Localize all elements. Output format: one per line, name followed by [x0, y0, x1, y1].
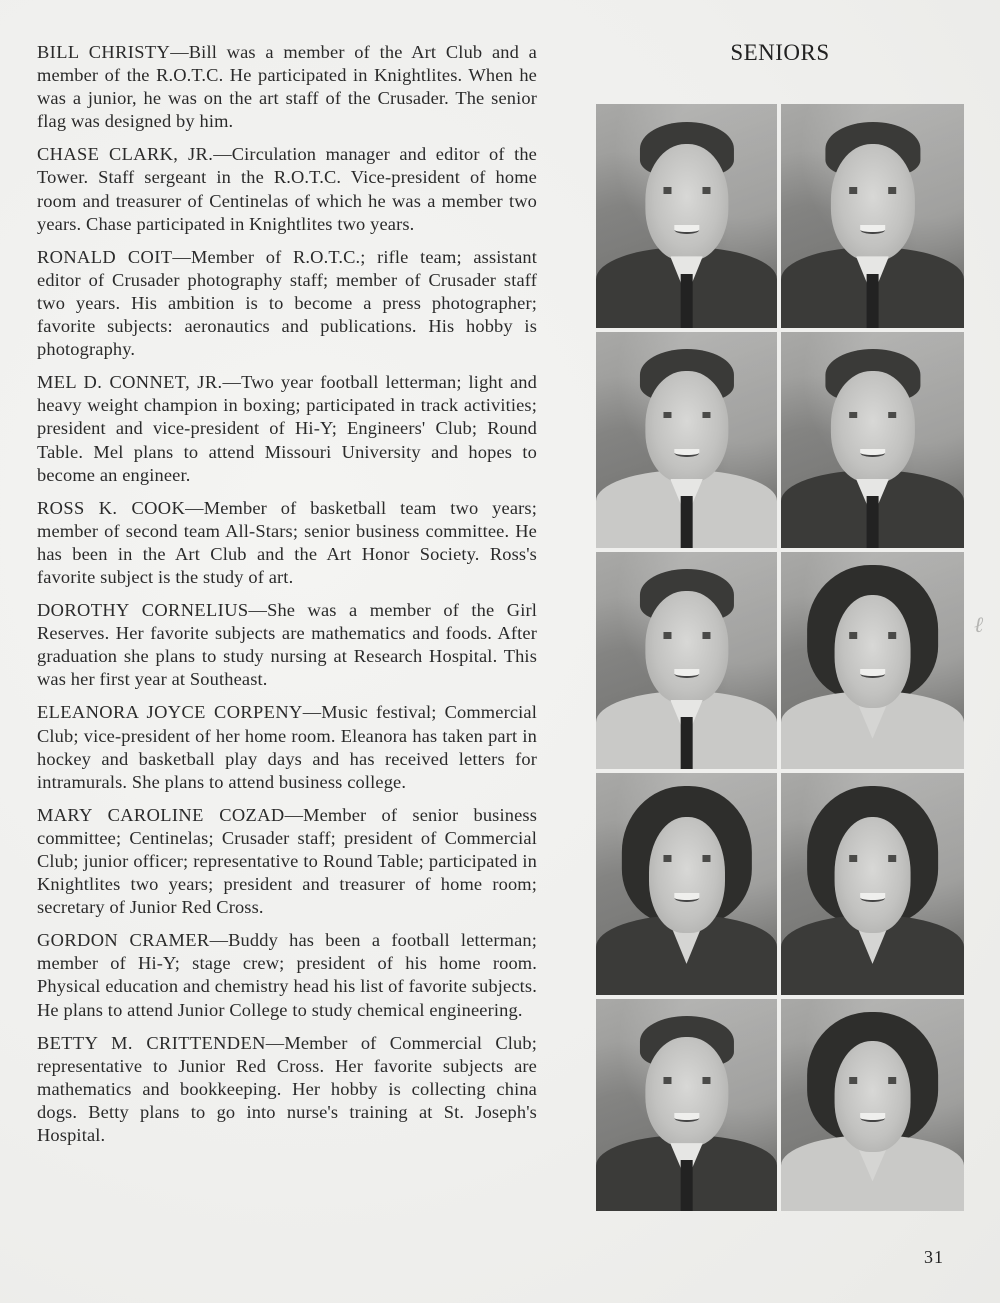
bio-entry: MARY CAROLINE COZAD—Member of senior business committee; Centinelas; Crusader staff; president of Commercial Club; junior officer; representative to Round Table; participated in Knightlites two years; president and treasurer of home room; secretary of Junior Red Cross.: [37, 804, 537, 918]
portrait-photo: [781, 999, 964, 1211]
portrait-head: [830, 371, 914, 483]
portrait-photo: [596, 104, 777, 328]
bio-entry: GORDON CRAMER—Buddy has been a football letterman; member of Hi-Y; stage crew; president of his home room. Physical education and chemistry head his list of favorite subjects. He plans to attend Junior College to study chemical engineering.: [37, 930, 537, 1020]
bio-name: BETTY M. CRITTENDEN: [37, 1032, 266, 1053]
bio-name: DOROTHY CORNELIUS: [37, 600, 249, 621]
portrait-tie: [680, 717, 693, 769]
bio-name: BILL CHRISTY: [37, 42, 171, 62]
bio-name: CHASE CLARK, JR.: [37, 144, 214, 165]
portrait-smile: [674, 893, 699, 902]
bio-text: She was a member of the Girl Reserves. Her favorite subjects are mathematics and foods. After graduation she plans to study nursing at Research Hospital. This was her first year at Southeast.: [37, 600, 537, 690]
portrait-photo: [596, 332, 777, 548]
portrait-tie: [680, 274, 693, 328]
bio-entry: ROSS K. COOK—Member of basketball team two years; member of second team All-Stars; senior business committee. He has been in the Art Club and the Art Honor Society. Ross's favorite subject is the study of art.: [37, 497, 537, 587]
portrait-eyes: [663, 855, 710, 862]
portrait-smile: [860, 893, 886, 902]
bio-entry: MEL D. CONNET, JR.—Two year football letterman; light and heavy weight champion in boxing; participated in track activities; president and vice-president of Hi-Y; Engineers' Club; Round Table. Mel plans to attend Missouri University and hopes to become an engineer.: [37, 372, 537, 485]
portrait-tie: [866, 274, 879, 328]
bio-entry: BILL CHRISTY—Bill was a member of the Art Club and a member of the R.O.T.C. He participated in Knightlites. When he was a junior, he was on the art staff of the Crusader. The senior flag was designed by him.: [37, 42, 537, 132]
portrait-head: [648, 817, 724, 932]
portrait-eyes: [849, 187, 897, 194]
bio-name: RONALD COIT: [37, 246, 173, 267]
handwritten-margin-mark: ℓ: [974, 612, 984, 637]
portrait-head: [834, 595, 911, 708]
portrait-photo: [781, 773, 964, 995]
portrait-eyes: [849, 1077, 897, 1083]
bio-text: Member of senior business committee; Centinelas; Crusader staff; president of Commercial Club; junior officer; representative to Round Table; participated in Knightlites two years; president and treasurer of home room; secretary of Junior Red Cross.: [37, 804, 537, 918]
portrait-photo: [781, 332, 964, 548]
section-title: SENIORS: [730, 40, 830, 65]
portrait-eyes: [663, 412, 710, 418]
portrait-smile: [860, 225, 886, 234]
bio-name: ELEANORA JOYCE CORPENY: [37, 702, 303, 723]
portrait-photo: [596, 773, 777, 995]
bio-entry: RONALD COIT—Member of R.O.T.C.; rifle team; assistant editor of Crusader photography staff; member of Crusader staff two years. His ambition is to become a press photographer; favorite subjects: aeronautics and publications. His hobby is photography.: [37, 246, 537, 360]
portrait-eyes: [663, 1077, 710, 1083]
portrait-glasses: [849, 632, 897, 639]
bio-name: MEL D. CONNET, JR.: [37, 372, 223, 393]
portrait-smile: [860, 669, 886, 678]
bio-entry: BETTY M. CRITTENDEN—Member of Commercial Club; representative to Junior Red Cross. Her favorite subjects are mathematics and bookkeeping. Her hobby is collecting china dogs. Betty plans to go into nurse's training at St. Joseph's Hospital.: [37, 1032, 538, 1146]
portrait-tie: [680, 1160, 693, 1211]
bio-text: Member of Commercial Club; representative to Junior Red Cross. Her favorite subjects are mathematics and bookkeeping. Her hobby is collecting china dogs. Betty plans to go into nurse's training at St. Joseph's Hospital.: [37, 1032, 538, 1146]
bio-text: Music festival; Commercial Club; vice-president of her home room. Eleanora has taken part in hockey and basketball play days and has received letters for intramurals. She plans to attend business college.: [37, 702, 537, 792]
bio-name: MARY CAROLINE COZAD: [37, 804, 285, 825]
portrait-photo: [596, 999, 777, 1211]
bio-text: Member of basketball team two years; member of second team All-Stars; senior business committee. He has been in the Art Club and the Art Honor Society. Ross's favorite subject is the study of art.: [37, 497, 537, 587]
portrait-head: [645, 144, 728, 260]
portrait-head: [830, 144, 914, 260]
bio-entry: CHASE CLARK, JR.—Circulation manager and editor of the Tower. Staff sergeant in the R.O.T.C. Vice-president of home room and treasurer of Centinelas of which he was a member two years. Chase participated in Knightlites two years.: [37, 144, 537, 234]
portrait-head: [834, 1041, 911, 1151]
portrait-photo: [781, 104, 964, 328]
senior-photo-grid: [596, 104, 964, 1211]
bio-text: Member of R.O.T.C.; rifle team; assistant editor of Crusader photography staff; member of Crusader staff two years. His ambition is to become a press photographer; favorite subjects: aeronautics and publications. His hobby is photography.: [37, 246, 537, 360]
portrait-tie: [680, 496, 693, 548]
bio-text: Two year football letterman; light and heavy weight champion in boxing; participated in track activities; president and vice-president of Hi-Y; Engineers' Club; Round Table. Mel plans to attend Missouri University and hopes to become an engineer.: [37, 372, 537, 485]
portrait-eyes: [849, 855, 897, 862]
bio-text: Bill was a member of the Art Club and a member of the R.O.T.C. He participated in Knightlites. When he was a junior, he was on the art staff of the Crusader. The senior flag was designed by him.: [37, 42, 537, 132]
portrait-tie: [866, 496, 879, 548]
portrait-eyes: [849, 412, 897, 418]
portrait-head: [645, 1037, 728, 1147]
bio-entry: ELEANORA JOYCE CORPENY—Music festival; Commercial Club; vice-president of her home room. Eleanora has taken part in hockey and basketball play days and has received letters for intramurals. She plans to attend business college.: [37, 702, 537, 792]
bio-name: GORDON CRAMER: [37, 930, 210, 951]
senior-bios-column: [37, 41, 537, 1157]
portrait-head: [834, 817, 911, 932]
portrait-photo: [596, 552, 777, 769]
bio-text: Buddy has been a football letterman; member of Hi-Y; stage crew; president of his home room. Physical education and chemistry head his list of favorite subjects. He plans to attend Junior College to study chemical engineering.: [37, 930, 537, 1020]
portrait-photo: [781, 552, 964, 769]
bio-text: Circulation manager and editor of the Tower. Staff sergeant in the R.O.T.C. Vice-president of home room and treasurer of Centinelas of which he was a member two years. Chase participated in Knightlites two years.: [37, 144, 537, 234]
bio-name: ROSS K. COOK: [37, 497, 186, 518]
portrait-smile: [674, 225, 699, 234]
portrait-eyes: [663, 187, 710, 194]
portrait-head: [645, 591, 728, 704]
page-number: 31: [924, 1247, 944, 1267]
portrait-eyes: [663, 632, 710, 639]
portrait-smile: [674, 669, 699, 678]
portrait-head: [645, 371, 728, 483]
bio-entry: DOROTHY CORNELIUS—She was a member of the Girl Reserves. Her favorite subjects are mathematics and foods. After graduation she plans to study nursing at Research Hospital. This was her first year at Southeast.: [37, 600, 537, 690]
